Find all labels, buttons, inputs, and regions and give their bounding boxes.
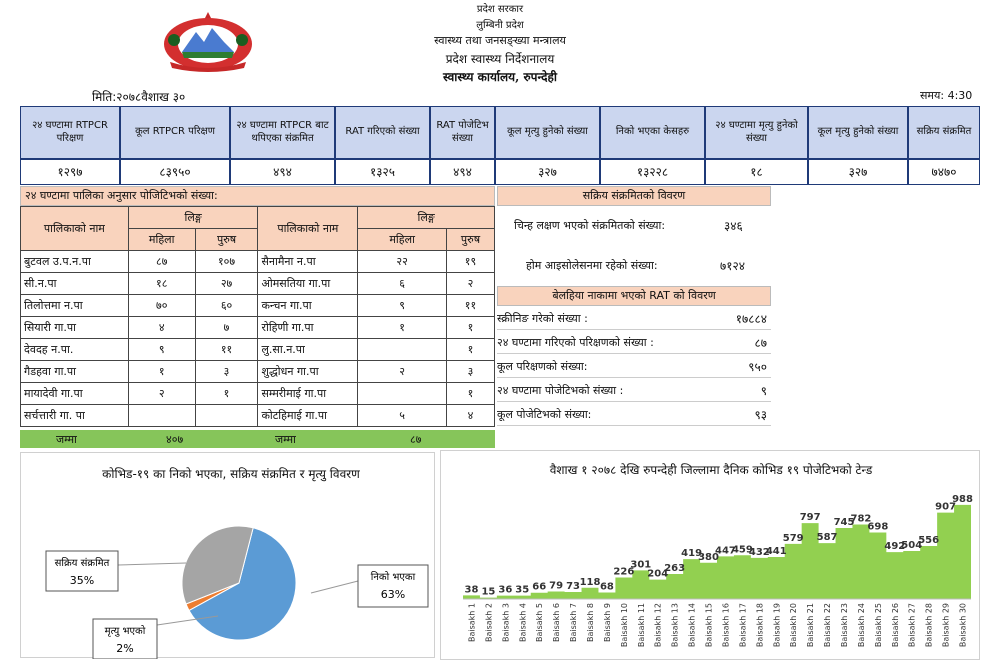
- x-tick-label: Baisakh 11: [636, 603, 646, 648]
- x-tick-label: Baisakh 13: [670, 603, 680, 648]
- data-label: 782: [850, 513, 872, 525]
- data-label: 118: [579, 576, 601, 588]
- col-gender-1: लिङ्ग: [128, 207, 258, 229]
- home-isolation-label: होम आइसोलेसनमा रहेको संख्या:: [526, 259, 658, 272]
- header-office: स्वास्थ्य कार्यालय, रुपन्देही: [442, 70, 558, 84]
- data-label: 988: [952, 493, 973, 505]
- x-tick-label: Baisakh 30: [958, 603, 968, 648]
- data-label: 447: [715, 545, 736, 557]
- palika-cell-m2: ३: [447, 361, 495, 383]
- rat-row-label: स्क्रीनिङ गरेको संख्या :: [497, 312, 588, 325]
- palika-cell-f1: ७०: [128, 295, 195, 317]
- pie-slice-label: सक्रिय संक्रमित: [54, 558, 110, 569]
- x-tick-label: Baisakh 20: [789, 603, 799, 648]
- pie-slice-percent: 2%: [116, 642, 134, 655]
- report-time: समय: 4:30: [920, 89, 973, 102]
- data-label: 579: [782, 532, 804, 544]
- x-tick-label: Baisakh 8: [586, 603, 595, 643]
- summary-header-1: २४ घण्टामा RTPCR परिक्षण: [20, 106, 120, 159]
- palika-cell-n2: सैनामैना न.पा: [258, 251, 358, 273]
- data-label: 73: [566, 581, 581, 593]
- palika-cell-f2: ५: [358, 405, 447, 427]
- data-label: 38: [464, 584, 479, 596]
- table-row: [21, 383, 495, 405]
- data-label: 380: [698, 551, 719, 563]
- palika-cell-n2: लु.सा.न.पा: [258, 339, 358, 361]
- rat-row: [497, 307, 771, 330]
- summary-header-4: RAT गरिएको संख्या: [335, 106, 430, 159]
- palika-cell-m1: ७: [195, 317, 258, 339]
- summary-header-2: कूल RTPCR परिक्षण: [120, 106, 230, 159]
- palika-cell-m2: ११: [447, 295, 495, 317]
- col-gender-2: लिङ्ग: [358, 207, 495, 229]
- x-tick-label: Baisakh 12: [653, 603, 663, 648]
- col-female-2: महिला: [358, 229, 447, 251]
- symptom-value: ३४६: [724, 219, 743, 233]
- table-row: [21, 317, 495, 339]
- data-label: 745: [833, 517, 855, 529]
- summary-header-9: कूल मृत्यु हुनेको संख्या: [808, 106, 908, 159]
- rat-row: [497, 355, 771, 378]
- table-row: [21, 273, 495, 295]
- summary-header-3: २४ घण्टामा RTPCR बाट थपिएका संक्रमित: [230, 106, 335, 159]
- data-label: 698: [867, 521, 889, 533]
- summary-header-5: RAT पोजेटिभ संख्या: [430, 106, 495, 159]
- summary-header-6: कूल मृत्यु हुनेको संख्या: [495, 106, 600, 159]
- header-province: लुम्बिनी प्रदेश: [476, 20, 524, 31]
- home-isolation-value: ७१२४: [720, 259, 745, 273]
- palika-cell-m1: १: [195, 383, 258, 405]
- x-tick-label: Baisakh 17: [738, 603, 748, 648]
- data-label: 504: [901, 540, 923, 551]
- data-label: 15: [481, 586, 496, 598]
- x-tick-label: Baisakh 19: [772, 603, 782, 648]
- x-tick-label: Baisakh 18: [755, 603, 765, 648]
- rat-row-label: २४ घण्टामा गरिएको परिक्षणको संख्या :: [497, 336, 654, 349]
- palika-cell-n1: सी.न.पा: [21, 273, 129, 295]
- palika-cell-n2: कोटहिमाई गा.पा: [258, 405, 358, 427]
- total-value-1: ४०७: [166, 433, 184, 446]
- x-tick-label: Baisakh 25: [873, 603, 883, 648]
- header-state-govt: प्रदेश सरकार: [476, 4, 524, 15]
- data-label: 459: [731, 544, 753, 556]
- palika-cell-f2: २२: [358, 251, 447, 273]
- data-label: 204: [647, 568, 669, 580]
- rat-row-value: ८७: [754, 336, 767, 350]
- palika-cell-m2: ४: [447, 405, 495, 427]
- col-male-1: पुरुष: [195, 229, 258, 251]
- x-tick-label: Baisakh 3: [501, 603, 511, 643]
- summary-header-8: २४ घण्टामा मृत्यु हुनेको संख्या: [705, 106, 808, 159]
- palika-cell-f1: [128, 405, 195, 427]
- x-tick-label: Baisakh 28: [924, 603, 934, 648]
- header-ministry: स्वास्थ्य तथा जनसङ्ख्या मन्त्रालय: [434, 34, 566, 47]
- summary-value-2: ८३९५०: [120, 159, 230, 185]
- x-tick-label: Baisakh 6: [552, 603, 562, 643]
- rat-row-label: कूल पोजेटिभको संख्या:: [497, 408, 592, 421]
- summary-value-4: १३२५: [335, 159, 430, 185]
- palika-cell-f1: १८: [128, 273, 195, 295]
- x-tick-label: Baisakh 23: [840, 603, 849, 648]
- x-tick-label: Baisakh 22: [823, 603, 833, 648]
- x-tick-label: Baisakh 27: [907, 603, 917, 648]
- palika-total-row: [20, 430, 495, 448]
- report-date: मिति:२०७८वैशाख ३०: [92, 90, 186, 104]
- x-tick-label: Baisakh 24: [856, 603, 866, 648]
- symptom-label: चिन्ह लक्षण भएको संक्रमितको संख्या:: [514, 219, 666, 232]
- col-male-2: पुरुष: [447, 229, 495, 251]
- data-label: 907: [935, 501, 957, 513]
- summary-value-1: १२९७: [20, 159, 120, 185]
- palika-table-title: २४ घण्टामा पालिका अनुसार पोजिटिभको संख्या:: [20, 186, 495, 206]
- palika-cell-f1: ८७: [128, 251, 195, 273]
- pie-slice-percent: 63%: [380, 588, 406, 601]
- total-value-2: ८७: [410, 433, 422, 446]
- col-female-1: महिला: [128, 229, 195, 251]
- palika-cell-m1: १०७: [195, 251, 258, 273]
- summary-header-7: निको भएका केसहरु: [600, 106, 705, 159]
- palika-cell-m1: २७: [195, 273, 258, 295]
- header-directorate: प्रदेश स्वास्थ्य निर्देशनालय: [445, 52, 555, 66]
- palika-cell-f1: ९: [128, 339, 195, 361]
- data-label: 301: [630, 559, 652, 571]
- data-label: 797: [799, 512, 821, 524]
- pie-leader-line: [311, 581, 358, 593]
- x-tick-label: Baisakh 14: [687, 603, 697, 648]
- palika-cell-f1: १: [128, 361, 195, 383]
- table-row: [21, 339, 495, 361]
- data-label: 432: [748, 546, 770, 558]
- summary-value-8: १८: [705, 159, 808, 185]
- palika-cell-n2: ओमसतिया गा.पा: [258, 273, 358, 295]
- rat-title: बेलहिया नाकामा भएको RAT को विवरण: [497, 286, 771, 306]
- palika-cell-m2: १: [447, 383, 495, 405]
- x-tick-label: Baisakh 9: [602, 603, 612, 643]
- col-palika-name-2: पालिकाको नाम: [258, 207, 358, 251]
- trend-chart: [441, 451, 981, 661]
- active-cases-title: सक्रिय संक्रमितको विवरण: [497, 186, 771, 206]
- palika-cell-m2: १: [447, 339, 495, 361]
- palika-cell-n1: गैडहवा गा.पा: [21, 361, 129, 383]
- data-label: 587: [816, 532, 838, 544]
- palika-cell-n1: देवदह न.पा.: [21, 339, 129, 361]
- total-label-2: जम्मा: [275, 433, 296, 446]
- rat-row: [497, 331, 771, 354]
- summary-value-6: ३२७: [495, 159, 600, 185]
- palika-cell-f2: [358, 339, 447, 361]
- palika-cell-f2: २: [358, 361, 447, 383]
- rat-row: [497, 403, 771, 426]
- palika-cell-n2: कन्चन गा.पा: [258, 295, 358, 317]
- rat-row: [497, 379, 771, 402]
- x-tick-label: Baisakh 29: [941, 603, 951, 648]
- table-row: [21, 405, 495, 427]
- x-tick-label: Baisakh 2: [484, 603, 494, 643]
- pie-slice-label: निको भएका: [370, 572, 416, 583]
- rat-row-value: ९५०: [748, 360, 767, 374]
- data-label: 419: [681, 548, 703, 560]
- summary-header-10: सक्रिय संक्रमित: [908, 106, 980, 159]
- rat-row-value: ९: [760, 384, 767, 398]
- data-label: 79: [549, 580, 564, 592]
- summary-value-10: ७४७०: [908, 159, 980, 185]
- total-label-1: जम्मा: [56, 433, 77, 446]
- palika-cell-f1: २: [128, 383, 195, 405]
- pie-chart: [21, 453, 436, 659]
- data-label: 35: [515, 584, 530, 596]
- trend-chart-title: वैशाख १ २०७८ देखि रुपन्देही जिल्लामा दैनिक कोभिड १९ पोजेटिभको टेन्ड: [549, 463, 873, 477]
- palika-cell-n1: मायादेवी गा.पा: [21, 383, 129, 405]
- x-tick-label: Baisakh 7: [569, 603, 579, 643]
- x-tick-label: Baisakh 21: [806, 603, 816, 648]
- data-label: 263: [664, 562, 686, 574]
- summary-value-3: ४९४: [230, 159, 335, 185]
- rat-row-value: १७८८४: [735, 312, 767, 326]
- rat-row-label: २४ घण्टामा पोजेटिभको संख्या :: [497, 384, 624, 397]
- data-label: 226: [613, 566, 635, 578]
- x-tick-label: Baisakh 16: [721, 603, 731, 648]
- palika-cell-f1: ४: [128, 317, 195, 339]
- data-label: 68: [599, 581, 614, 593]
- pie-slice-label: मृत्यु भएको: [104, 626, 146, 637]
- palika-cell-f2: [358, 383, 447, 405]
- palika-cell-m1: ३: [195, 361, 258, 383]
- pie-chart-panel: [20, 452, 435, 658]
- data-label: 441: [765, 546, 787, 557]
- summary-value-7: १३२२८: [600, 159, 705, 185]
- palika-cell-f2: १: [358, 317, 447, 339]
- palika-cell-n2: शुद्धोधन गा.पा: [258, 361, 358, 383]
- table-row: [21, 295, 495, 317]
- palika-cell-m1: [195, 405, 258, 427]
- x-tick-label: Baisakh 10: [619, 603, 629, 648]
- palika-cell-f2: ९: [358, 295, 447, 317]
- rat-row-label: कूल परिक्षणको संख्या:: [497, 360, 588, 373]
- summary-value-5: ४९४: [430, 159, 495, 185]
- palika-cell-n2: सम्मरीमाई गा.पा: [258, 383, 358, 405]
- palika-cell-m1: ११: [195, 339, 258, 361]
- palika-cell-n2: रोहिणी गा.पा: [258, 317, 358, 339]
- palika-cell-f2: ६: [358, 273, 447, 295]
- table-row: [21, 251, 495, 273]
- palika-table: [20, 206, 495, 427]
- pie-chart-title: कोभिड-१९ का निको भएका, सक्रिय संक्रमित र मृत्यु विवरण: [102, 467, 360, 481]
- palika-cell-m1: ६०: [195, 295, 258, 317]
- x-tick-label: Baisakh 1: [467, 603, 477, 643]
- palika-cell-m2: १: [447, 317, 495, 339]
- summary-value-9: ३२७: [808, 159, 908, 185]
- col-palika-name-1: पालिकाको नाम: [21, 207, 129, 251]
- pie-slice-percent: 35%: [69, 574, 95, 587]
- data-label: 556: [918, 535, 940, 547]
- table-row: [21, 361, 495, 383]
- palika-cell-m2: १९: [447, 251, 495, 273]
- pie-leader-line: [118, 563, 186, 565]
- x-tick-label: Baisakh 26: [890, 603, 900, 648]
- x-tick-label: Baisakh 15: [704, 603, 714, 648]
- palika-cell-m2: २: [447, 273, 495, 295]
- data-label: 36: [498, 584, 513, 596]
- data-label: 492: [884, 541, 906, 553]
- palika-cell-n1: बुटवल उ.प.न.पा: [21, 251, 129, 273]
- x-tick-label: Baisakh 4: [518, 603, 528, 643]
- x-tick-label: Baisakh 5: [535, 603, 545, 643]
- trend-chart-panel: [440, 450, 980, 660]
- data-label: 66: [532, 581, 547, 593]
- palika-cell-n1: सर्चत्तारी गा. पा: [21, 405, 129, 427]
- palika-cell-n1: तिलोत्तमा न.पा: [21, 295, 129, 317]
- rat-row-value: ९३: [754, 408, 767, 422]
- palika-cell-n1: सियारी गा.पा: [21, 317, 129, 339]
